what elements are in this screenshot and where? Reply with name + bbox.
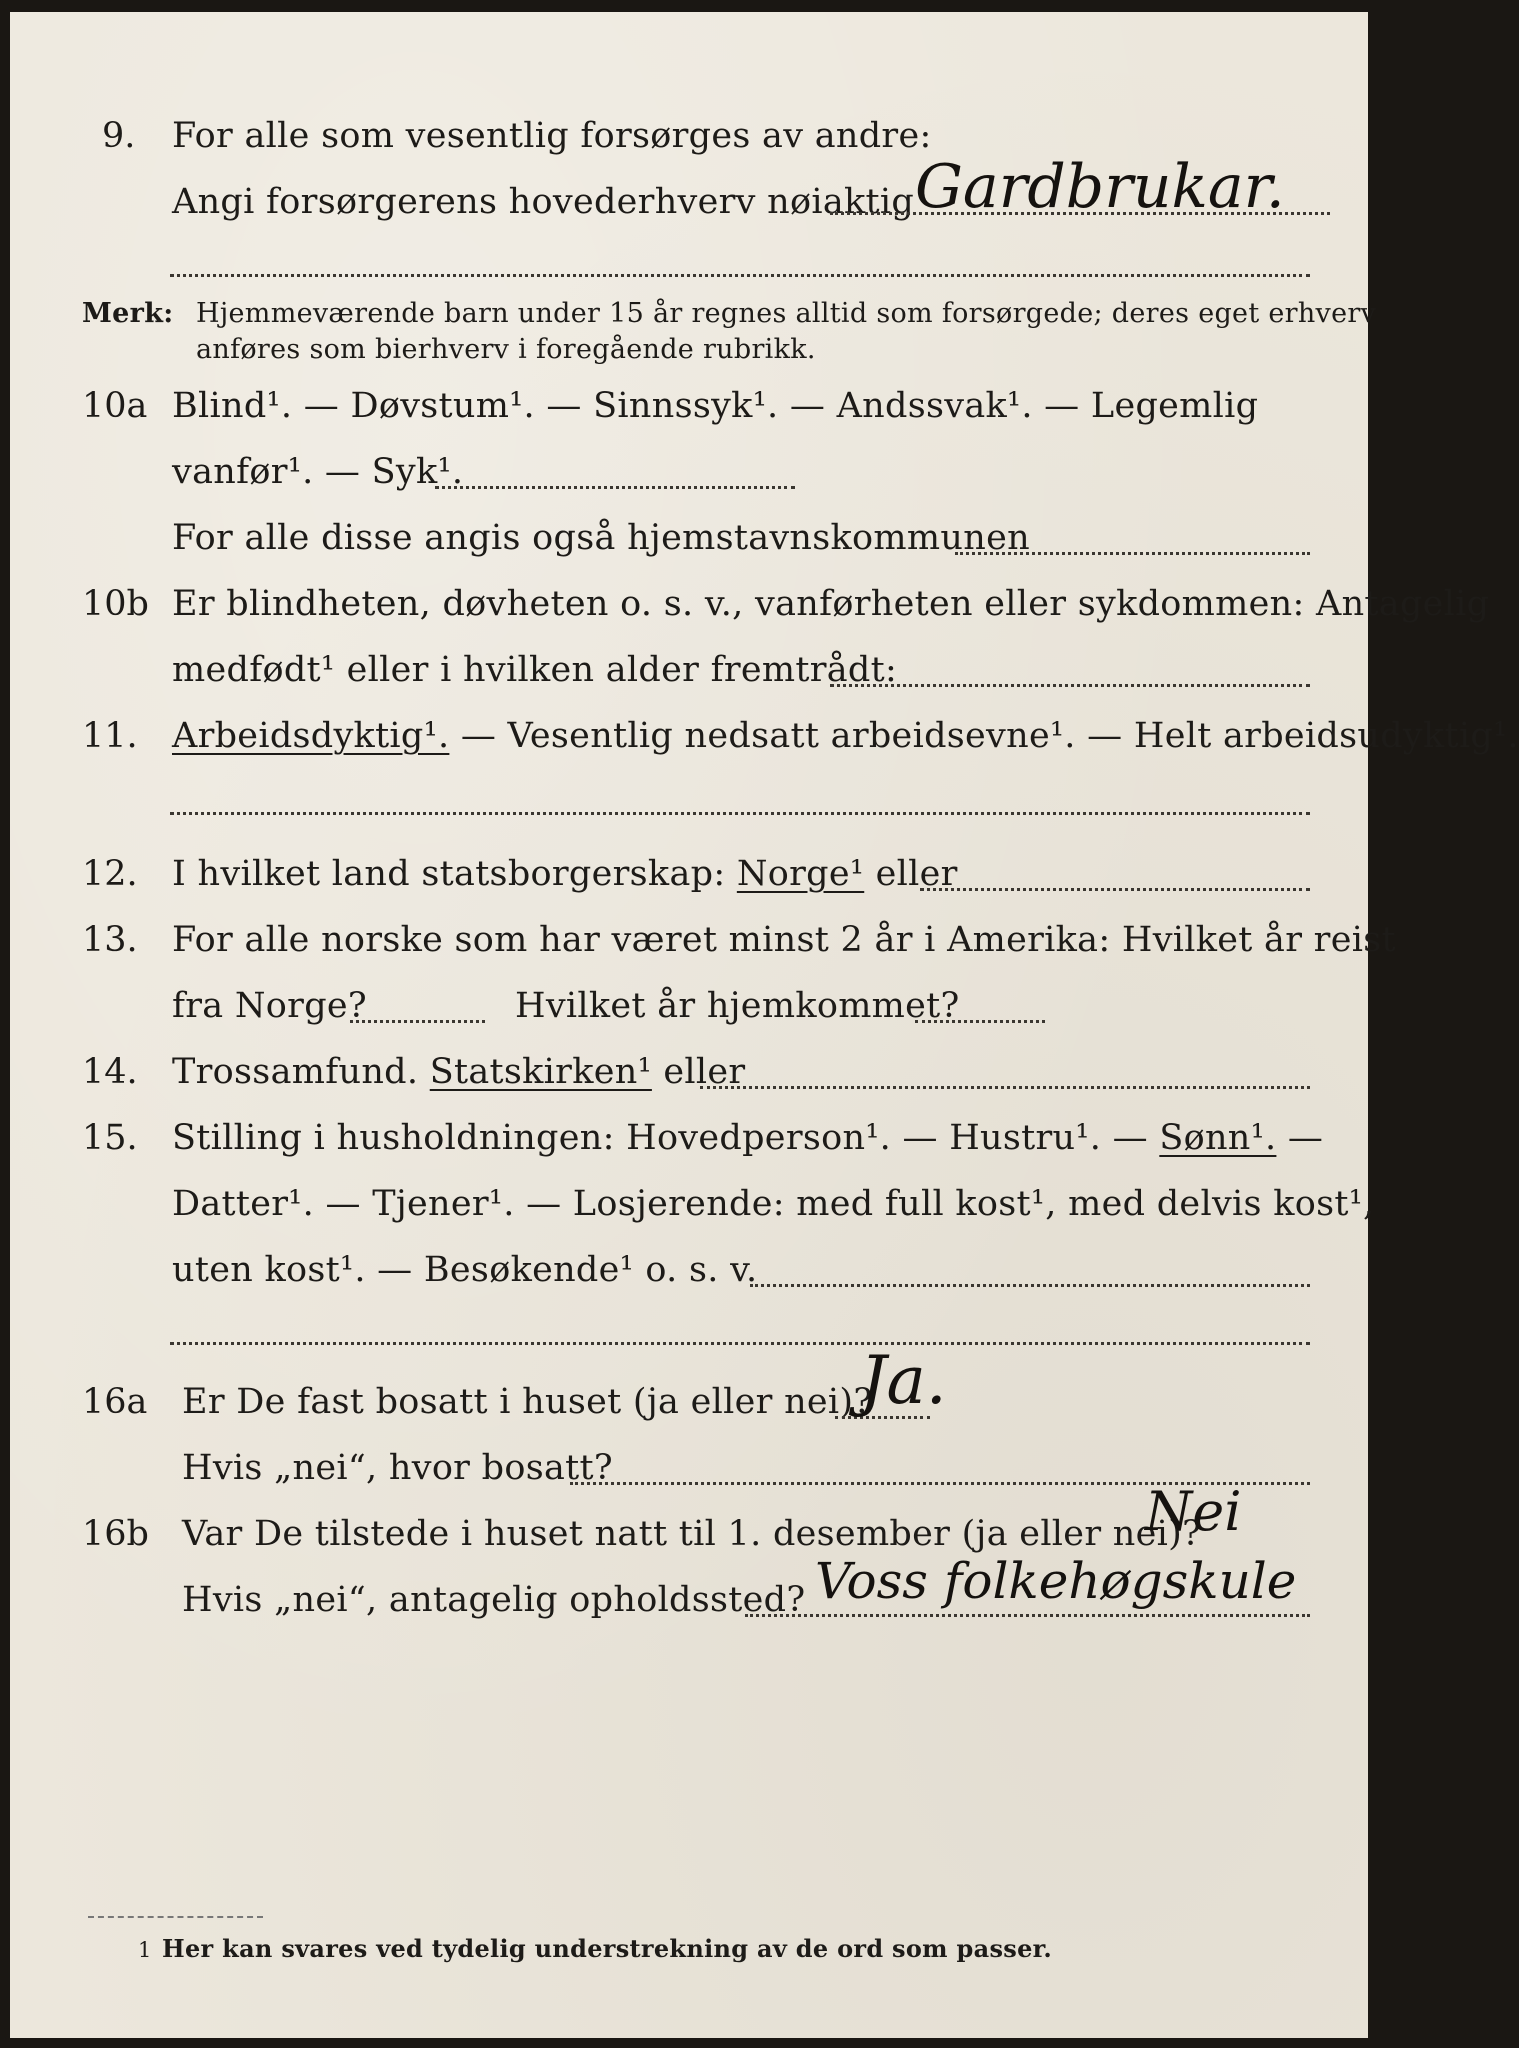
- q15-line1b: —: [1276, 1118, 1324, 1158]
- q11-rest: — Vesentlig nedsatt arbeidsevne¹. — Helt arbeidsudyktig¹.: [449, 716, 1519, 756]
- q15-number: 15.: [82, 1118, 138, 1158]
- q12-number: 12.: [82, 854, 138, 894]
- q11-line: [172, 716, 1519, 756]
- q10b-line2: medfødt¹ eller i hvilken alder fremtrådt:: [172, 650, 898, 690]
- q11-underlined-answer: Arbeidsdyktig¹.: [172, 716, 450, 756]
- q13-number: 13.: [82, 920, 138, 960]
- q10a-line1: Blind¹. — Døvstum¹. — Sinnssyk¹. — Andssvak¹. — Legemlig: [172, 386, 1259, 426]
- q12-rest: eller: [864, 854, 958, 894]
- q15-blank: [750, 1284, 1310, 1287]
- q12-line: [172, 854, 958, 894]
- q16b-number: 16b: [82, 1514, 149, 1554]
- q12-blank: [920, 888, 1310, 891]
- q14-underlined-answer: Statskirken¹: [429, 1052, 652, 1092]
- q15-line2: Datter¹. — Tjener¹. — Losjerende: med full kost¹, med delvis kost¹,: [172, 1184, 1375, 1224]
- q10a-line2-blank: [435, 486, 795, 489]
- q16a-handwritten-answer: Ja.: [860, 1342, 947, 1419]
- q15-line1: [172, 1118, 1323, 1158]
- q16b-line2: Hvis „nei“, antagelig opholdssted?: [182, 1580, 806, 1620]
- q13-line2b: Hvilket år hjemkommet?: [515, 986, 960, 1026]
- q15-extra-line: [170, 1342, 1310, 1345]
- q12-underlined-answer: Norge¹: [736, 854, 865, 894]
- q10a-line2: vanfør¹. — Syk¹.: [172, 452, 464, 492]
- q14-line: [172, 1052, 745, 1092]
- q13-year-returned-blank: [915, 1020, 1045, 1023]
- q13-year-left-blank: [350, 1020, 485, 1023]
- q15-line3: uten kost¹. — Besøkende¹ o. s. v.: [172, 1250, 758, 1290]
- q14-text: Trossamfund.: [172, 1052, 419, 1092]
- q12-text: I hvilket land statsborgerskap:: [172, 854, 726, 894]
- q13-line1: For alle norske som har været minst 2 år i Amerika: Hvilket år reist: [172, 920, 1396, 960]
- footnote-text: Her kan svares ved tydelig understrekning av de ord som passer.: [162, 1934, 1053, 1963]
- q14-rest: eller: [651, 1052, 746, 1092]
- q14-number: 14.: [82, 1052, 138, 1092]
- q9-line1: For alle som vesentlig forsørges av andre:: [172, 116, 932, 156]
- q16b-handwritten-answer1: Nei: [1145, 1480, 1242, 1543]
- q10a-line3: For alle disse angis også hjemstavnskommunen: [172, 518, 1030, 558]
- q16a-line2: Hvis „nei“, hvor bosatt?: [182, 1448, 613, 1488]
- q9-line2: Angi forsørgerens hovederhverv nøiaktig: [172, 182, 915, 222]
- q11-extra-line: [170, 812, 1310, 815]
- q10a-line3-blank: [955, 552, 1310, 555]
- q16a-number: 16a: [82, 1382, 148, 1422]
- q10b-blank: [830, 684, 1310, 687]
- q16b-handwritten-answer2: Voss folkehøgskule: [815, 1552, 1297, 1610]
- census-form-page: [10, 12, 1519, 2038]
- q9-number: 9.: [102, 116, 136, 156]
- footnote-rule: [88, 1916, 263, 1918]
- footnote-mark: 1: [138, 1938, 152, 1962]
- q15-underlined-answer: Sønn¹.: [1159, 1118, 1277, 1158]
- q16a-line1: Er De fast bosatt i huset (ja eller nei)?: [182, 1382, 873, 1422]
- q16b-line1: Var De tilstede i huset natt til 1. desember (ja eller nei)?: [182, 1514, 1202, 1554]
- q10b-number: 10b: [82, 584, 149, 624]
- q16b-blank: [745, 1614, 1310, 1617]
- q10b-line1: Er blindheten, døvheten o. s. v., vanførheten eller sykdommen: Antagelig: [172, 584, 1490, 624]
- merk-line2: anføres som bierhverv i foregående rubrikk.: [196, 334, 816, 365]
- merk-line1: Hjemmeværende barn under 15 år regnes alltid som forsørgede; deres eget erhverv: [196, 298, 1377, 329]
- q9-extra-line: [170, 274, 1310, 277]
- q10a-number: 10a: [82, 386, 148, 426]
- q14-blank: [700, 1086, 1310, 1089]
- q13-line2a: fra Norge?: [172, 986, 367, 1026]
- q9-handwritten-answer: Gardbrukar.: [915, 152, 1285, 222]
- merk-label: Merk:: [82, 298, 174, 329]
- q15-line1a: Stilling i husholdningen: Hovedperson¹. — Hustru¹. —: [172, 1118, 1160, 1158]
- q11-number: 11.: [82, 716, 138, 756]
